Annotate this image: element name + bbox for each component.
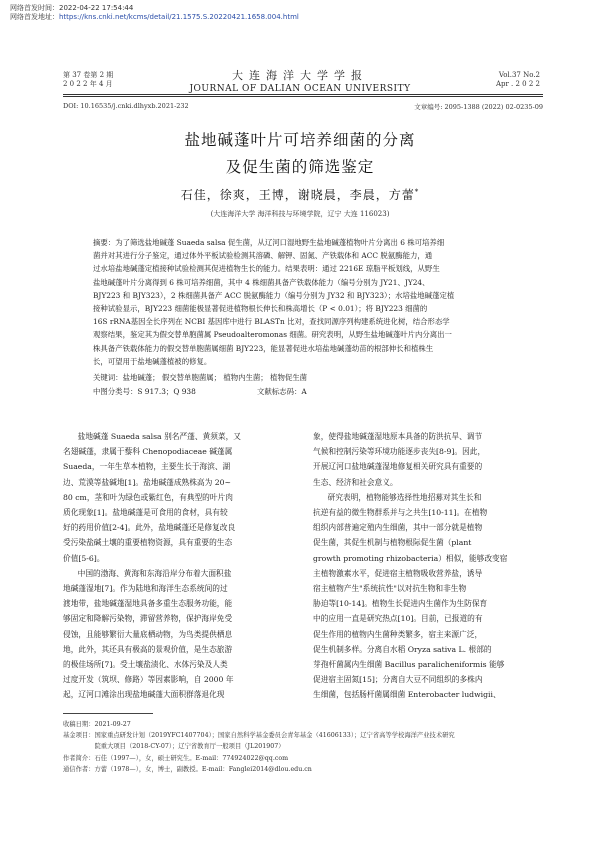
header-rule-thin	[63, 96, 543, 97]
abstract-line: 观察结果，鉴定其为假交替单胞菌属 Pseudoalteromonas 细菌。研究表明，从野生盐地碱蓬叶片内分离出一	[93, 330, 452, 340]
abstract-label: 摘要：	[93, 238, 116, 247]
abstract-line: BJY223 和 BJY323），2 株细菌具备产 ACC 脱氨酶能力（编号分别为 JY32 和 BJY323）；水培盐地碱蓬定植	[93, 290, 455, 300]
keywords-list: 盐地碱蓬； 假交替单胞菌属； 植物内生菌； 植物促生菌	[122, 373, 308, 382]
journal-name-en: JOURNAL OF DALIAN OCEAN UNIVERSITY	[189, 84, 411, 94]
body-line: 够固定和降解污染物，滞留营养物，保护海岸免受	[63, 614, 233, 624]
online-time-label: 网络首发时间：	[10, 4, 59, 12]
body-line: 宿主植物产生"系统抗性"以对抗生物和非生物	[313, 584, 467, 594]
body-line: Suaeda，一年生草本植物，主要生长于海滨、湖	[63, 462, 231, 472]
body-line: 的极佳场所[7]。受土壤盐渍化、水体污染及人类	[63, 660, 228, 670]
doc-code-label: 文献标志码：	[257, 387, 302, 396]
abstract-line: 过水培盐地碱蓬定植接种试验检测其促进植物生长的能力。结果表明：通过 2216E 琼脂平板划线，从野生	[93, 264, 440, 274]
date-en: Apr . 2 0 2 2	[495, 80, 540, 88]
abstract-line: 株具备产铁载体能力的假交替单胞菌属细菌 BJY223，能显著促进水培盐地碱蓬幼苗的根部伸长和植株生	[93, 343, 434, 353]
authors	[0, 186, 600, 203]
body-line: 侵蚀，且能够繁衍大量底栖动物，为鸟类提供栖息	[63, 629, 233, 639]
author-names: 石佳，徐爽，王博，谢晓晨，李晨，方蕾	[180, 188, 415, 202]
body-line: 组织内部普遍定殖内生细菌，其中一部分就是植物	[313, 523, 483, 533]
body-line: 促生菌，其促生机制与植物根际促生菌（plant	[313, 538, 472, 548]
body-line: 抗逆有益的微生物群系并与之共生[10-11]。在植物	[313, 508, 488, 518]
body-line: 盐地碱蓬 Suaeda salsa 别名严蓬、黄须菜，又	[77, 432, 241, 441]
footnote-rule	[63, 713, 153, 714]
body-line: 气候和控制污染等环境功能逐步丧失[8-9]。因此，	[313, 447, 486, 457]
body-line: 主植物激素水平，促进宿主植物吸收营养盐，诱导	[313, 568, 483, 578]
volume-cn: 第 37 卷第 2 期	[63, 71, 114, 79]
title-line-2: 及促生菌的筛选鉴定	[225, 158, 375, 176]
body-line: 研究表明，植物能够选择性地招募对其生长和	[327, 492, 482, 502]
body-left-column	[63, 429, 293, 703]
body-line: 价值[5-6]。	[63, 553, 105, 563]
doc-code-value: A	[301, 387, 307, 396]
corresponding-author: 通信作者：方蕾（1978—），女，博士，副教授。E-mail：Fanglei2014@dlou.edu.cn	[63, 765, 312, 773]
abstract-line: 摘要：为了筛选盐地碱蓬 Suaeda salsa 促生菌，从辽河口湿地野生盐地碱蓬植物叶片分离出 6 株可培养细	[93, 238, 445, 247]
body-line: 芽孢杆菌属内生细菌 Bacillus paraliсheniformis 能够	[313, 660, 505, 670]
body-line: 地，此外，其还具有极高的景观价值，是生态旅游	[63, 644, 233, 654]
body-line: growth promoting rhizobacteria）相似，能够改变宿	[313, 553, 508, 563]
article-number: 文章编号: 2095-1388 (2022) 02-0235-09	[414, 103, 543, 111]
funding: 基金项目：国家重点研发计划（2019YFC1407704）；国家自然科学基金委员会青年基金（41606133）；辽宁省高等学校海洋产业技术研究	[63, 732, 455, 740]
keywords	[93, 371, 307, 384]
journal-name-cn: 大连海洋大学学报	[232, 69, 368, 82]
abstract-line: 16S rRNA基因全长序列在 NCBI 基因库中进行 BLASTn 比对，查找同源序列构建系统进化树，结合形态学	[93, 317, 450, 327]
abstract-line: 菌并对其进行分子鉴定，通过体外平板试验检测其溶磷、解钾、固氮、产铁载体和 ACC 脱氨酶能力，通	[93, 251, 433, 261]
body-line: 质化现象[1]。盐地碱蓬是可食用的食材，具有较	[63, 508, 228, 518]
date-cn: 2 0 2 2 年 4 月	[63, 80, 113, 88]
header-rule	[63, 94, 543, 95]
online-url-link[interactable]: https://kns.cnki.net/kcms/detail/21.1575.S.20220421.1658.004.html	[59, 13, 299, 21]
header-right	[496, 71, 540, 89]
online-time: 2022-04-22 17:54:44	[59, 4, 134, 12]
abstract	[93, 236, 518, 368]
body-line: 生态、经济和社会意义。	[313, 477, 398, 487]
body-right-column	[313, 429, 543, 703]
title-line-1: 盐地碱蓬叶片可培养细菌的分离	[184, 131, 416, 149]
body-line: 80 cm，茎和叶为绿色或紫红色，有典型的叶片肉	[63, 492, 233, 502]
volume-en: Vol.37 No.2	[498, 71, 540, 79]
abstract-line: 接种试验显示，BJY223 细菌能极显著促进植物根长伸长和株高增长（P < 0.01）；将 BJY223 细菌的	[93, 304, 428, 314]
document-code	[257, 385, 307, 398]
clc-label: 中图分类号：	[93, 387, 138, 396]
clc-value: S 917.3；Q 938	[137, 387, 196, 396]
body-line: 好的药用价值[2-4]。此外，盐地碱蓬还是修复改良	[63, 523, 236, 533]
abstract-line: 盐地碱蓬叶片分离得到 6 株可培养细菌，其中 4 株细菌具备产铁载体能力（编号分别为 JY21、JY24、	[93, 277, 430, 287]
author-bio: 作者简介：石佳（1997—），女，硕士研究生。E-mail：774924022@qq.com	[63, 754, 289, 762]
online-url-label: 网络首发地址：	[10, 13, 59, 21]
body-line: 开展辽河口盐地碱蓬湿地修复相关研究具有重要的	[313, 462, 483, 472]
doi: DOI: 10.16535/j.cnki.dlhyxb.2021-232	[63, 102, 189, 110]
body-line: 名翅碱蓬，隶属于藜科 Chenopodiaceae 碱蓬属	[63, 447, 233, 457]
body-line: 边、荒漠等盐碱地[1]。盐地碱蓬成熟株高为 20~	[63, 477, 231, 487]
body-line: 渡地带，盐地碱蓬湿地具备多重生态服务功能，能	[63, 599, 233, 609]
online-first-url	[10, 13, 299, 22]
classification	[93, 385, 196, 398]
body-line: 生细菌，包括肠杆菌属细菌 Enterobacter ludwigii、	[313, 690, 501, 700]
footnotes	[63, 719, 543, 775]
body-line: 促进宿主固氮[15]；分离自大豆不同组织的多株内	[313, 675, 483, 685]
body-line: 中国的渤海、黄海和东海沿岸分布着大面积盐	[77, 568, 232, 578]
body-line: 过度开发（筑坝、修路）等因素影响，自 2000 年	[63, 675, 234, 685]
online-first-time	[10, 4, 133, 13]
body-line: 促生作用的植物内生菌种类繁多，宿主来源广泛，	[313, 629, 483, 639]
body-line: 胁迫等[10-14]。植物生长促进内生菌作为生防保育	[313, 599, 488, 609]
affiliation: (大连海洋大学 海洋科技与环境学院，辽宁 大连 116023)	[210, 210, 390, 218]
body-line: 起，辽河口滩涂出现盐地碱蓬大面积群落退化现	[63, 690, 225, 700]
body-line: 中的应用一直是研究热点[10]。目前，已报道的有	[313, 614, 483, 624]
received-date: 收稿日期：2021-09-27	[63, 721, 131, 728]
abstract-line: 长，可望用于盐地碱蓬植被的修复。	[93, 356, 212, 366]
body-line: 地碱蓬湿地[7]。作为陆地和海洋生态系统间的过	[63, 584, 228, 594]
keywords-label: 关键词：	[93, 373, 123, 382]
body-line: 促生机制多样。分离自水稻 Oryza sativa L. 根部的	[313, 644, 492, 654]
body-line: 受污染盐碱土壤的重要植物资源，具有重要的生态	[63, 538, 233, 548]
funding-cont: 院重大项目（2018-CY-07）；辽宁省教育厅一般项目（JL201907）	[63, 743, 285, 751]
corresponding-mark: *	[414, 188, 420, 196]
body-line: 象，使得盐地碱蓬湿地原本具备的防洪抗旱、调节	[313, 432, 483, 441]
